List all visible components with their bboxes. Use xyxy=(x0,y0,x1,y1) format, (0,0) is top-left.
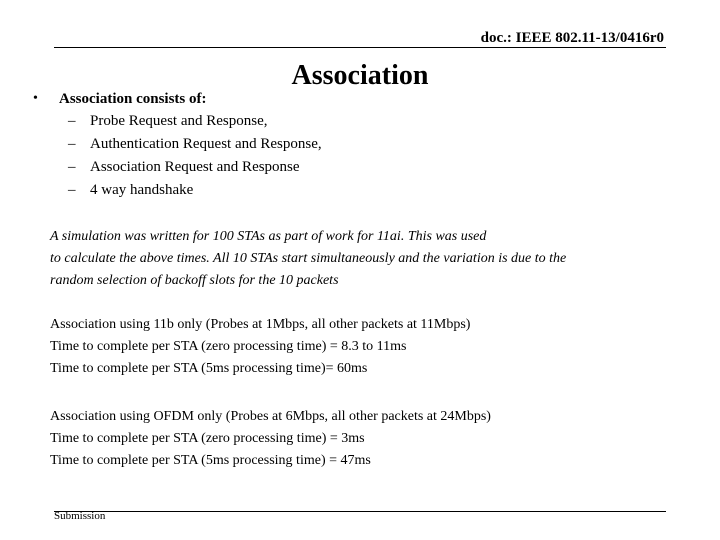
list-item: – Authentication Request and Response, xyxy=(68,136,322,152)
eleven-b-results xyxy=(50,314,470,380)
paragraph-line: A simulation was written for 100 STAs as part of work for 11ai. This was used xyxy=(50,229,487,244)
paragraph-line: Association using 11b only (Probes at 1Mbps, all other packets at 11Mbps) xyxy=(50,317,471,332)
list-item: – Association Request and Response xyxy=(68,159,300,175)
simulation-paragraph xyxy=(50,226,566,292)
document-id: doc.: IEEE 802.11-13/0416r0 xyxy=(480,30,664,46)
paragraph-line: to calculate the above times. All 10 STAs start simultaneously and the variation is due to the xyxy=(50,251,567,266)
paragraph-line: Association using OFDM only (Probes at 6Mbps, all other packets at 24Mbps) xyxy=(50,409,491,424)
paragraph-line: Time to complete per STA (zero processing time) = 8.3 to 11ms xyxy=(50,339,407,354)
paragraph-line: random selection of backoff slots for the 10 packets xyxy=(50,273,339,288)
footer-label: Submission xyxy=(54,510,106,522)
bullet-icon: • xyxy=(33,91,38,106)
paragraph-line: Time to complete per STA (5ms processing time)= 60ms xyxy=(50,361,368,376)
paragraph-line: Time to complete per STA (zero processing time) = 3ms xyxy=(50,431,365,446)
paragraph-line: Time to complete per STA (5ms processing time) = 47ms xyxy=(50,453,371,468)
footer-divider xyxy=(54,511,666,512)
header-divider xyxy=(54,47,666,48)
dash-icon: – xyxy=(68,159,76,175)
list-item: – Probe Request and Response, xyxy=(68,113,268,129)
dash-icon: – xyxy=(68,136,76,152)
association-steps-list xyxy=(68,112,322,204)
dash-icon: – xyxy=(68,113,76,129)
dash-icon: – xyxy=(68,182,76,198)
list-item: – 4 way handshake xyxy=(68,182,194,198)
ofdm-results xyxy=(50,406,491,472)
slide-title: Association xyxy=(291,60,429,91)
bullet-heading: Association consists of: xyxy=(59,91,207,107)
